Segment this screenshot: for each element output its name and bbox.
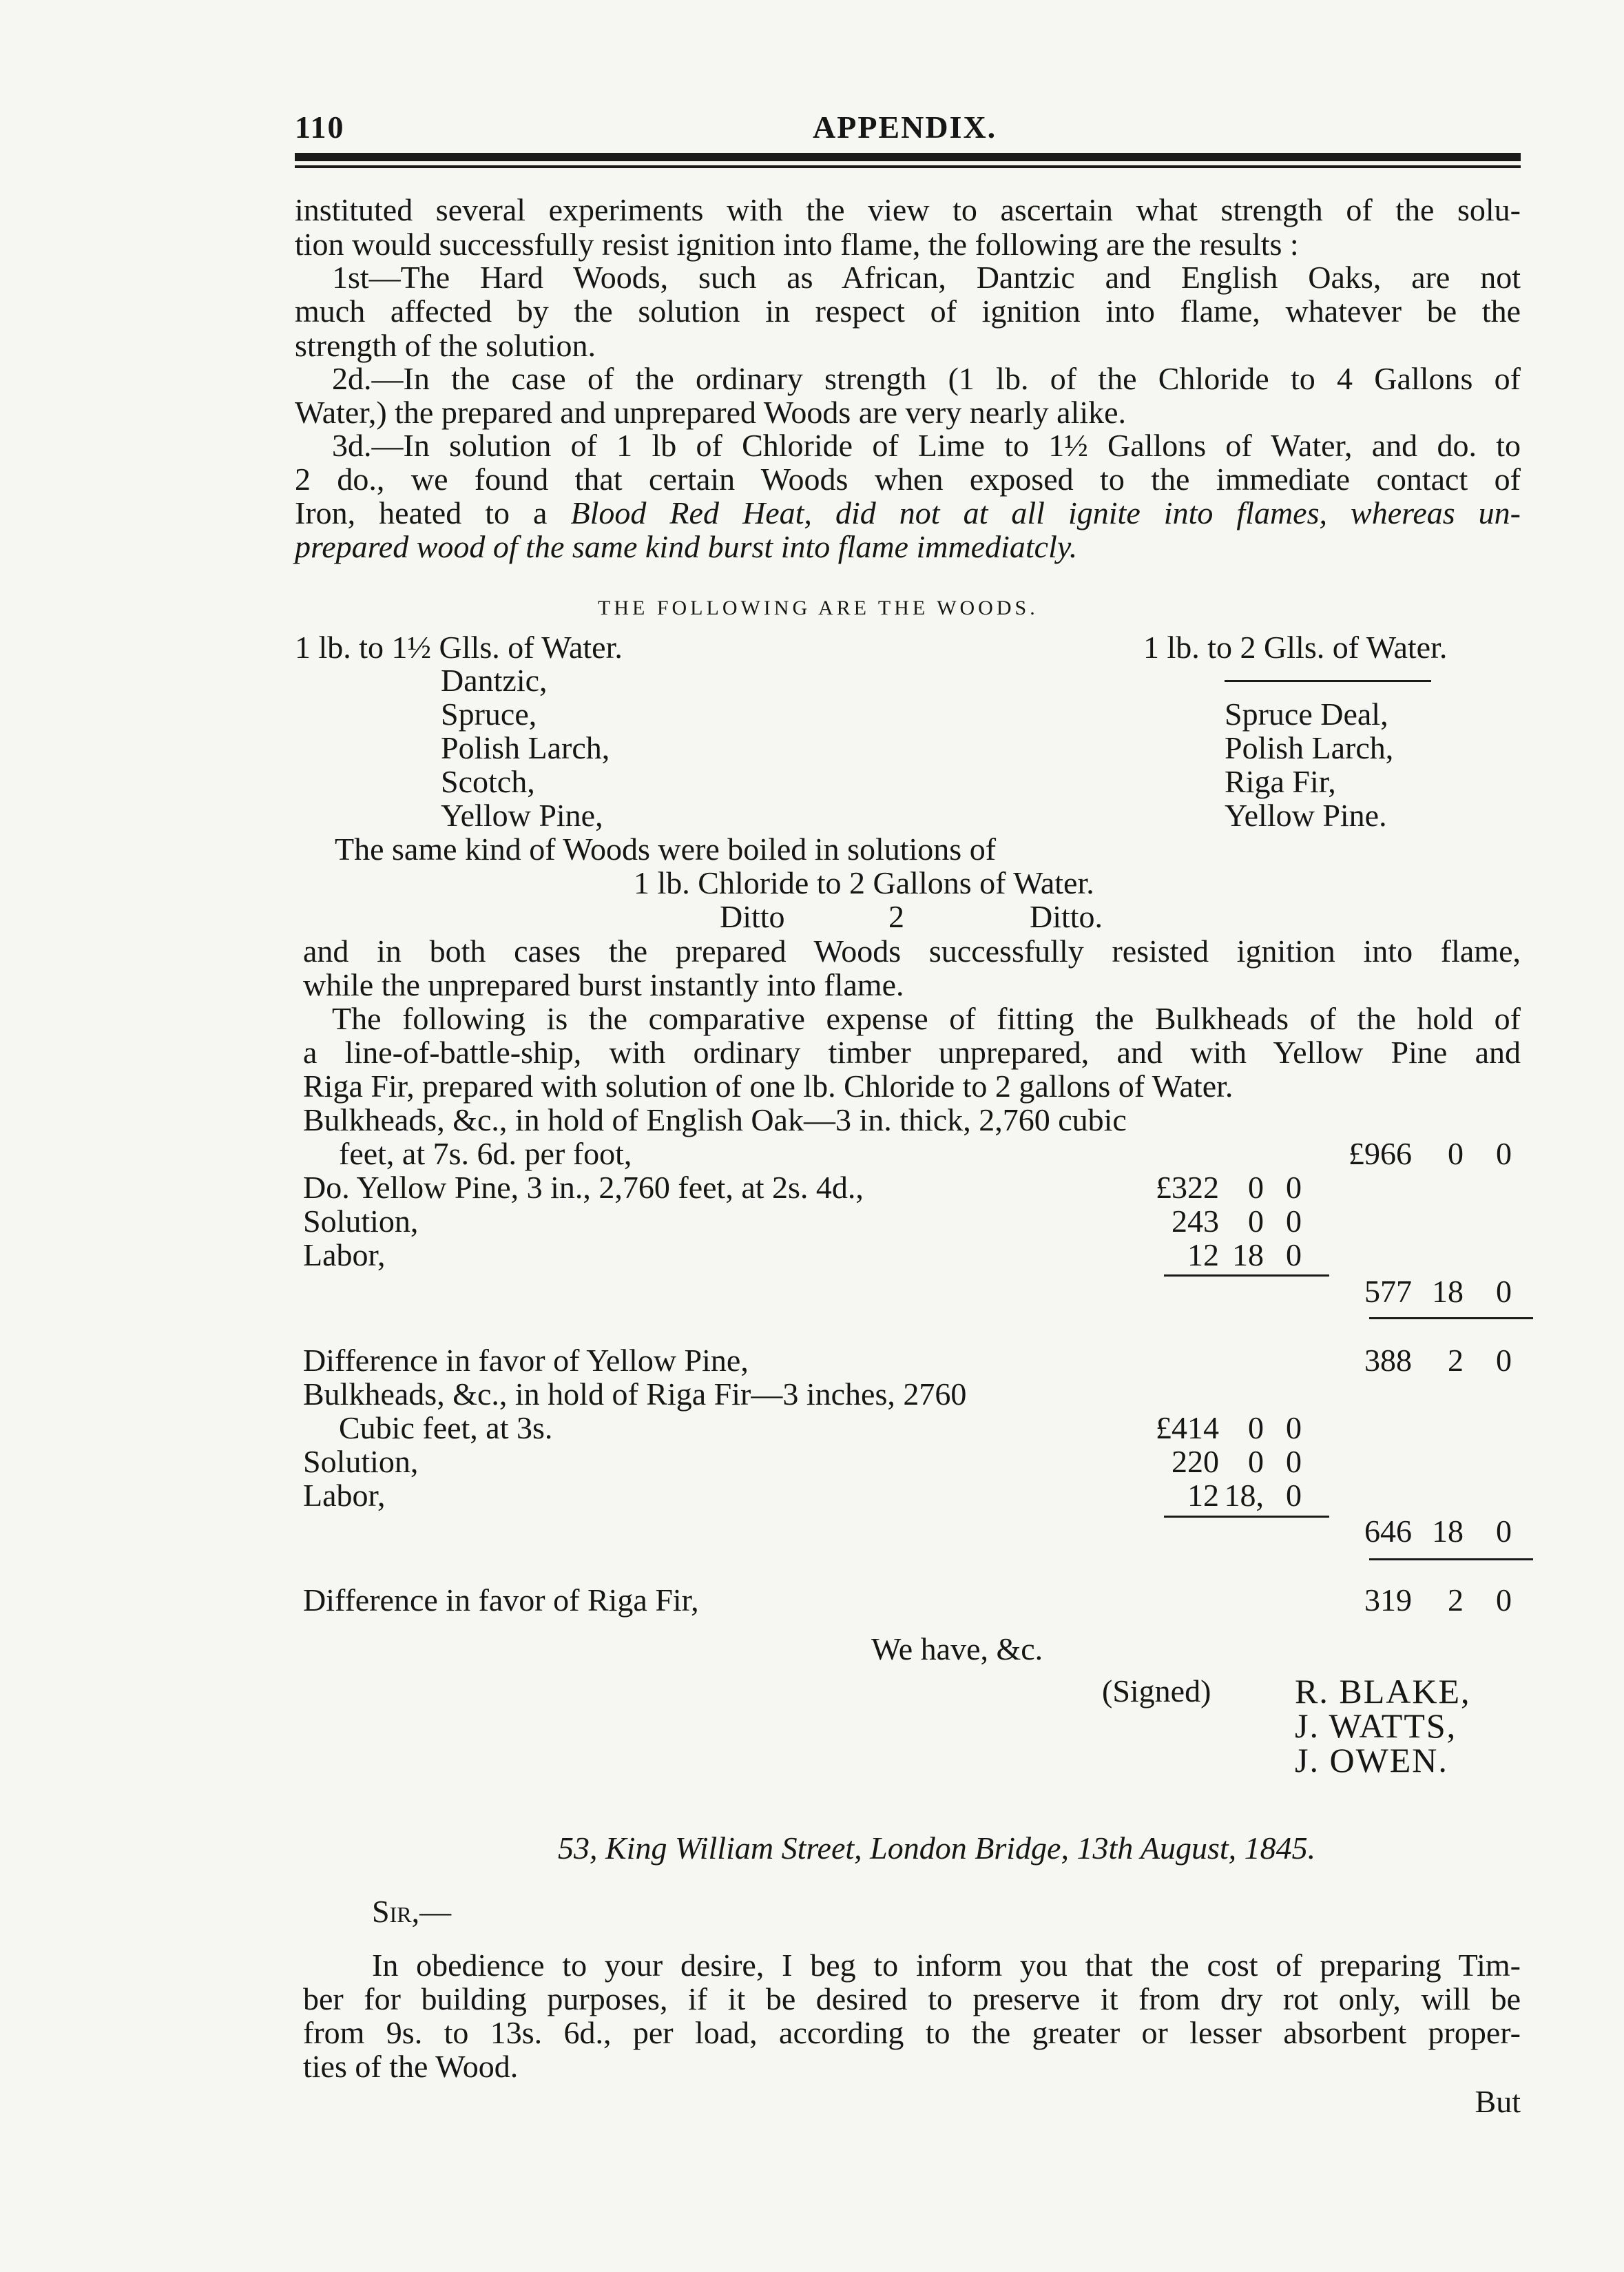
text-line: a line-of-battle-ship, with ordinary timber unprepared, and with Yellow Pine and [303, 1035, 1521, 1070]
account-label: Labor, [303, 1237, 386, 1272]
oak-total-amount: £966 0 0 [1349, 1136, 1512, 1171]
wood-item: Spruce Deal, [1225, 696, 1388, 732]
text-line: from 9s. to 13s. 6d., per load, according to the greater or lesser absorbent proper- [303, 2015, 1521, 2050]
running-title: APPENDIX. [813, 110, 997, 145]
text-line: strength of the solution. [295, 328, 596, 363]
text-line: 2d.—In the case of the ordinary strength (1 lb. of the Chloride to 4 Gallons of [332, 361, 1521, 396]
wood-item: Dantzic, [441, 663, 548, 698]
wood-item: Polish Larch, [1225, 730, 1394, 765]
page-number: 110 [295, 110, 345, 145]
column-rule [1225, 680, 1431, 682]
header-rule-thick [295, 153, 1521, 161]
pine-amount: 243 0 0 [1172, 1204, 1302, 1239]
text-line: The following is the comparative expense of fitting the Bulkheads of the hold of [332, 1001, 1521, 1036]
account-label: Solution, [303, 1204, 419, 1239]
riga-amount: £414 0 0 [1156, 1410, 1302, 1445]
header-rule-thin [295, 165, 1521, 168]
salutation: Sir,— [372, 1894, 452, 1929]
pine-difference-amount: 388 2 0 [1364, 1343, 1512, 1378]
text-line: 2 do., we found that certain Woods when exposed to the immediate contact of [295, 462, 1521, 497]
text-line-italic: prepared wood of the same kind burst into flame immediatcly. [295, 529, 1078, 564]
text-line: ber for building purposes, if it be desired to preserve it from dry rot only, will be [303, 1981, 1521, 2016]
text-line: and in both cases the prepared Woods successfully resisted ignition into flame, [303, 933, 1521, 969]
text-line: 1st—The Hard Woods, such as African, Dantzic and English Oaks, are not [332, 260, 1521, 295]
total-rule [1369, 1317, 1533, 1319]
text-line: tion would successfully resist ignition into flame, the following are the results : [295, 227, 1299, 262]
pine-amount: £322 0 0 [1156, 1170, 1302, 1205]
wood-item: Yellow Pine, [441, 798, 603, 833]
signed-label: (Signed) [1102, 1673, 1211, 1708]
woods-col1-title: 1 lb. to 1½ Glls. of Water. [295, 630, 623, 665]
ditto-label: Ditto. [1030, 899, 1103, 934]
wood-item: Spruce, [441, 696, 537, 732]
text-line: Iron, heated to a Blood Red Heat, did not at all ignite into flames, whereas un- [295, 495, 1521, 530]
text-line: Riga Fir, prepared with solution of one lb. Chloride to 2 gallons of Water. [303, 1068, 1233, 1104]
text-line: 3d.—In solution of 1 lb of Chloride of Lime to 1½ Gallons of Water, and do. to [332, 428, 1521, 463]
riga-amount: 220 0 0 [1172, 1444, 1302, 1479]
pine-amount: 12 18 0 [1187, 1237, 1302, 1272]
total-rule [1369, 1558, 1533, 1560]
wood-item: Riga Fir, [1225, 764, 1336, 799]
text-line: much affected by the solution in respect of ignition into flame, whatever be the [295, 293, 1521, 329]
ditto-number: 2 [888, 899, 904, 934]
pine-total-amount: 577 18 0 [1364, 1274, 1512, 1309]
text-line: The same kind of Woods were boiled in solutions of [335, 832, 997, 867]
account-label: Difference in favor of Yellow Pine, [303, 1343, 749, 1378]
signatory-name: R. BLAKE, [1295, 1672, 1471, 1711]
signatory-name: J. OWEN. [1295, 1741, 1448, 1779]
account-label: Do. Yellow Pine, 3 in., 2,760 feet, at 2s. 4d., [303, 1170, 864, 1205]
riga-amount: 12 18, 0 [1187, 1478, 1302, 1513]
woods-heading: THE FOLLOWING ARE THE WOODS. [598, 597, 1039, 619]
letter-dateline: 53, King William Street, London Bridge, 13th August, 1845. [558, 1830, 1316, 1866]
text-line: In obedience to your desire, I beg to inform you that the cost of preparing Tim- [372, 1948, 1521, 1983]
sum-rule [1164, 1516, 1329, 1518]
catchword: But [1475, 2084, 1521, 2119]
signatory-name: J. WATTS, [1295, 1706, 1457, 1745]
account-label: Cubic feet, at 3s. [339, 1410, 553, 1445]
woods-col2-title: 1 lb. to 2 Glls. of Water. [1143, 630, 1448, 665]
text-line: ties of the Wood. [303, 2049, 519, 2084]
wood-item: Polish Larch, [441, 730, 610, 765]
text-line: 1 lb. Chloride to 2 Gallons of Water. [634, 865, 1094, 900]
account-label: Difference in favor of Riga Fir, [303, 1582, 699, 1618]
account-label: Bulkheads, &c., in hold of Riga Fir—3 inches, 2760 [303, 1376, 967, 1412]
text-line: while the unprepared burst instantly into flame. [303, 967, 904, 1002]
ditto-label: Ditto [720, 899, 785, 934]
account-label: Labor, [303, 1478, 386, 1513]
account-label: Solution, [303, 1444, 419, 1479]
closing-phrase: We have, &c. [871, 1631, 1043, 1666]
sum-rule [1164, 1274, 1329, 1277]
wood-item: Scotch, [441, 764, 535, 799]
account-label: feet, at 7s. 6d. per foot, [339, 1136, 632, 1171]
wood-item: Yellow Pine. [1225, 798, 1387, 833]
text-line: instituted several experiments with the view to ascertain what strength of the solu- [295, 192, 1521, 227]
account-label: Bulkheads, &c., in hold of English Oak—3 in. thick, 2,760 cubic [303, 1102, 1127, 1137]
text-line: Water,) the prepared and unprepared Woods are very nearly alike. [295, 395, 1127, 430]
riga-total-amount: 646 18 0 [1364, 1514, 1512, 1549]
riga-difference-amount: 319 2 0 [1364, 1582, 1512, 1618]
